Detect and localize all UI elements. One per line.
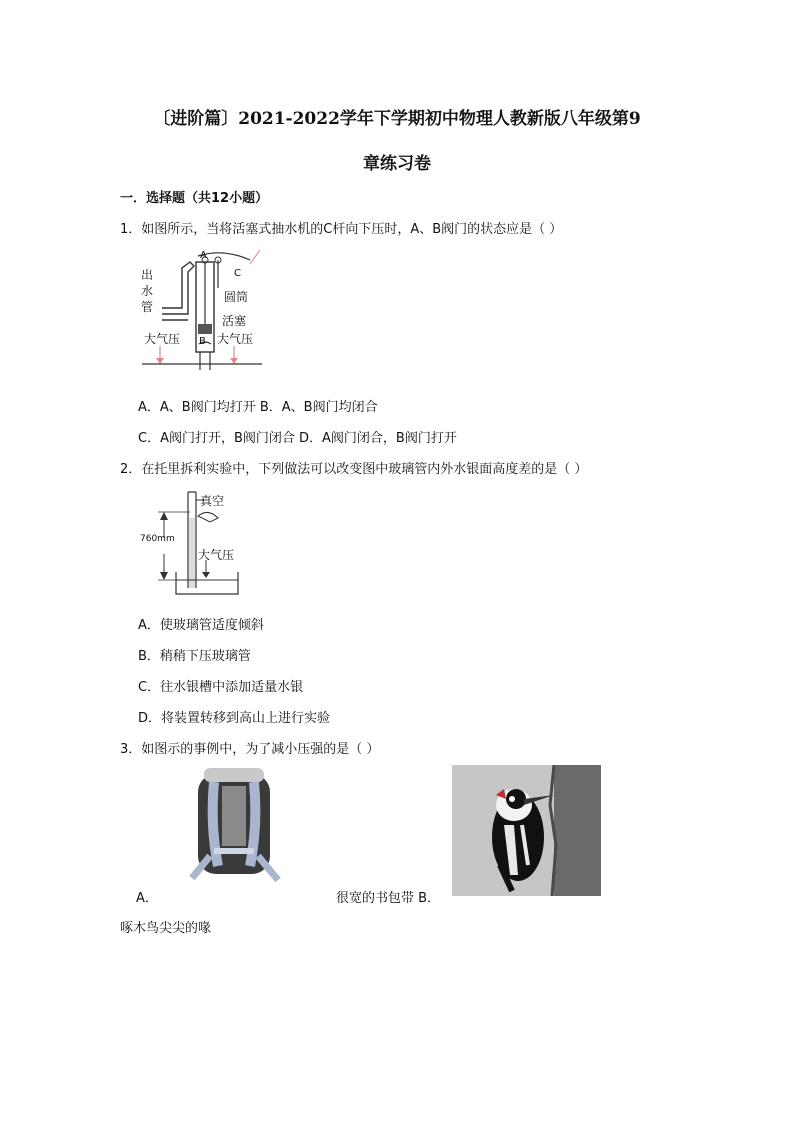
atm-pressure-label: 大气压	[198, 548, 235, 562]
question-3-option-a-prefix: A．	[136, 891, 158, 906]
question-1-options-row1: A．A、B阀门均打开 B．A、B阀门均闭合	[138, 400, 378, 415]
outlet-label-char-2: 水	[141, 284, 154, 298]
atm-pressure-right-label: 大气压	[217, 332, 254, 346]
rod-c-label: C	[234, 268, 241, 279]
question-2-option-c: C．往水银槽中添加适量水银	[138, 680, 304, 695]
vacuum-label: 真空	[200, 494, 225, 508]
question-2-option-a: A．使玻璃管适度倾斜	[138, 618, 264, 633]
question-2-option-b: B．稍稍下压玻璃管	[138, 649, 251, 664]
pump-diagram-drawing	[138, 248, 268, 378]
atm-pressure-left-label: 大气压	[144, 332, 181, 346]
backpack-drawing	[184, 766, 286, 890]
document-title-line1: 〔进阶篇〕2021-2022学年下学期初中物理人教新版八年级第9	[153, 109, 641, 129]
torricelli-diagram	[140, 488, 250, 600]
pump-diagram	[138, 248, 268, 378]
height-760mm-label: 760mm	[140, 534, 175, 544]
cylinder-label: 圆筒	[224, 290, 249, 304]
question-2-stem: 2．在托里拆利实验中，下列做法可以改变图中玻璃管内外水银面高度差的是（ ）	[120, 462, 588, 477]
question-1-stem: 1．如图所示，当将活塞式抽水机的C杆向下压时，A、B阀门的状态应是（ ）	[120, 222, 563, 237]
outlet-label-char-3: 管	[141, 300, 154, 314]
question-1-options-row2: C．A阀门打开，B阀门闭合 D．A阀门闭合，B阀门打开	[138, 431, 457, 446]
question-2-option-d: D．将装置转移到高山上进行实验	[138, 711, 331, 726]
section-heading: 一．选择题（共12小题）	[120, 191, 269, 206]
woodpecker-drawing	[452, 765, 601, 896]
outlet-label-char-1: 出	[141, 268, 154, 282]
question-3-option-a-text: 很宽的书包带 B．	[336, 891, 441, 906]
question-3-option-b-text: 啄木鸟尖尖的喙	[120, 921, 212, 936]
piston-label: 活塞	[222, 314, 247, 328]
document-title-line2: 章练习卷	[363, 154, 431, 174]
valve-b-label: B	[199, 336, 206, 347]
woodpecker-image	[452, 765, 601, 896]
question-3-stem: 3．如图示的事例中，为了减小压强的是（ ）	[120, 742, 380, 757]
valve-a-label: A	[200, 250, 207, 261]
torricelli-diagram-drawing	[140, 488, 250, 600]
backpack-image	[184, 766, 286, 890]
